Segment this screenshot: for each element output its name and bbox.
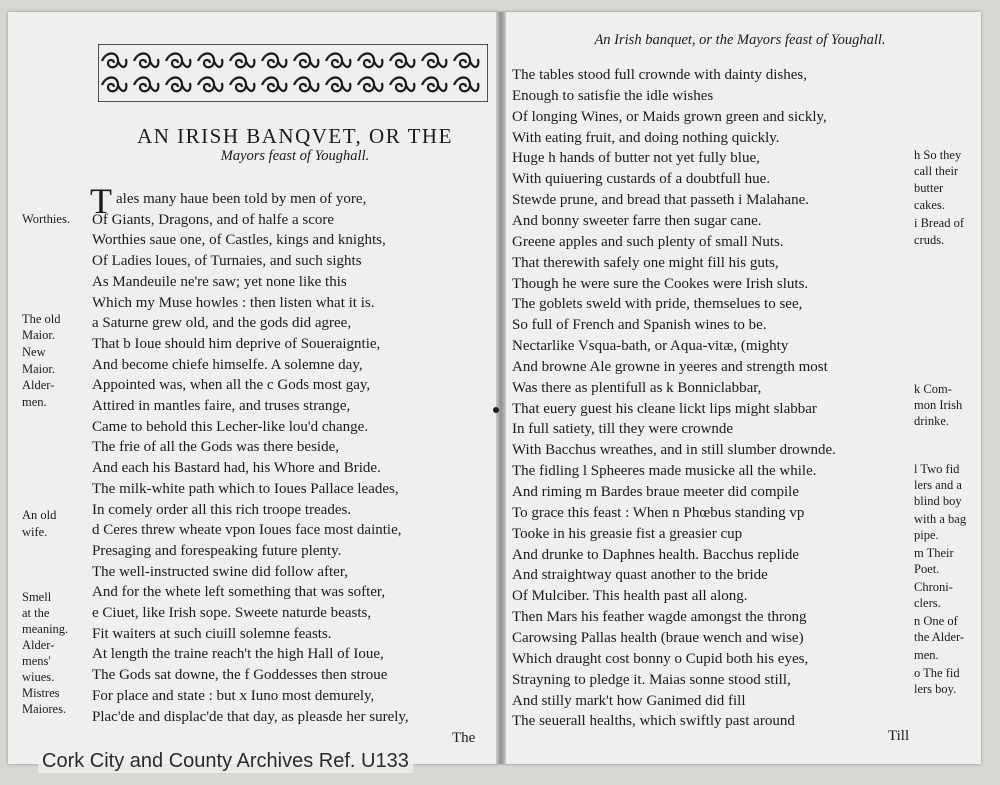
margin-note: Poet.: [914, 562, 940, 576]
margin-note: Maior.: [22, 362, 55, 376]
scroll-ornament: [198, 78, 222, 92]
verse-line: d Ceres threw wheate vpon Ioues face most daintie,: [92, 522, 402, 539]
verse-line: Huge h hands of butter not yet fully blue,: [512, 150, 760, 167]
verse-line: And straightway quast another to the bride: [512, 567, 768, 584]
verse-line: Then Mars his feather wagde amongst the throng: [512, 609, 807, 626]
margin-note: men.: [22, 395, 47, 409]
margin-note: New: [22, 345, 46, 359]
verse-line: Appointed was, when all the c Gods most gay,: [92, 377, 371, 394]
margin-note: with a bag: [914, 512, 967, 526]
right-catchword: Till: [888, 728, 910, 744]
verse-line: Fit waiters at such ciuill solemne feasts.: [92, 625, 332, 642]
scroll-ornament: [390, 78, 414, 92]
verse-line: Tooke in his greasie fist a greasier cup: [512, 525, 743, 542]
verse-line: Greene apples and such plenty of small Nuts.: [512, 233, 784, 250]
scroll-ornament: [358, 78, 382, 92]
margin-note: lers boy.: [914, 682, 957, 696]
scroll-ornament: [102, 78, 126, 92]
verse-line: The goblets sweld with pride, themselues to see,: [512, 296, 803, 313]
margin-note: An old: [22, 508, 57, 522]
verse-line: Carowsing Pallas health (braue wench and wise): [512, 629, 804, 646]
scroll-ornament: [230, 78, 254, 92]
verse-line: ales many haue been told by men of yore,: [116, 191, 367, 207]
drop-cap: T: [90, 181, 112, 221]
margin-note: h So they: [914, 148, 962, 162]
verse-line: And riming m Bardes braue meeter did compile: [512, 484, 799, 500]
margin-note: cruds.: [914, 233, 945, 247]
scroll-ornament: [326, 78, 350, 92]
scroll-ornament: [198, 54, 222, 68]
verse-line: Though he were sure the Cookes were Irish sluts.: [512, 275, 809, 292]
verse-line: And drunke to Daphnes health. Bacchus replide: [512, 546, 799, 563]
verse-line: In comely order all this rich troope treades.: [92, 501, 352, 518]
margin-note: wife.: [22, 525, 48, 539]
scroll-ornament: [262, 78, 286, 92]
verse-line: That b Ioue should him deprive of Soueraigntie,: [92, 335, 381, 352]
left-catchword: The: [452, 730, 476, 746]
verse-line: The well-instructed swine did follow after,: [92, 563, 348, 580]
margin-note: the Alder-: [914, 630, 965, 644]
scroll-ornament: [166, 78, 190, 92]
verse-line: e Ciuet, like Irish sope. Sweete naturde beasts,: [92, 605, 372, 621]
verse-line: At length the traine reach't the high Hall of Ioue,: [92, 646, 384, 663]
verse-line: Which draught cost bonny o Cupid both his eyes,: [512, 650, 809, 667]
verse-line: With Bacchus wreathes, and in still slumber drownde.: [512, 442, 836, 459]
book-gutter: [496, 12, 506, 764]
margin-note: Maiores.: [22, 702, 67, 716]
scroll-ornament: [454, 54, 478, 68]
verse-line: Presaging and forespeaking future plenty.: [92, 542, 342, 559]
verse-line: The milk-white path which to Ioues Pallace leades,: [92, 480, 399, 497]
margin-note: at the: [22, 606, 50, 620]
page-title: AN IRISH BANQVET, OR THE: [137, 124, 453, 148]
scroll-ornament: [326, 54, 350, 68]
verse-line: Strayning to pledge it. Maias sonne stood still,: [512, 671, 791, 688]
scroll-ornament: [262, 54, 286, 68]
margin-note: lers and a: [914, 478, 962, 492]
verse-line: Stewde prune, and bread that passeth i Malahane.: [512, 192, 809, 209]
margin-note: pipe.: [914, 528, 939, 542]
verse-line: And browne Ale growne in yeeres and strength most: [512, 358, 828, 375]
ornamental-headpiece: [98, 44, 488, 102]
margin-note: clers.: [914, 596, 941, 610]
verse-line: Came to behold this Lecher-like lou'd change.: [92, 418, 369, 435]
verse-line: And bonny sweeter farre then sugar cane.: [512, 212, 762, 229]
margin-note: mon Irish: [914, 398, 963, 412]
scroll-ornament: [294, 54, 318, 68]
verse-line: So full of French and Spanish wines to be.: [512, 317, 767, 334]
verse-line: Of Mulciber. This health past all along.: [512, 588, 748, 605]
margin-note: Alder-: [22, 638, 55, 652]
verse-line: Worthies saue one, of Castles, kings and knights,: [92, 232, 386, 249]
verse-line: And for the whete left something that was softer,: [92, 584, 386, 601]
margin-note: Smell: [22, 590, 52, 604]
verse-line: Attired in mantles faire, and truses strange,: [92, 398, 351, 414]
verse-line: The fidling l Spheeres made musicke all the while.: [512, 463, 817, 480]
scroll-ornament: [422, 78, 446, 92]
scroll-ornament: [358, 54, 382, 68]
scroll-ornament: [454, 78, 478, 92]
margin-note: call their: [914, 164, 959, 178]
margin-note: l Two fid: [914, 462, 960, 476]
margin-note: drinke.: [914, 414, 950, 428]
verse-line: Was there as plentifull as k Bonniclabbar,: [512, 379, 762, 396]
verse-line: Enough to satisfie the idle wishes: [512, 87, 714, 104]
verse-line: The frie of all the Gods was there beside,: [92, 439, 339, 456]
margin-note: n One of: [914, 614, 958, 628]
page-subtitle: Mayors feast of Youghall.: [220, 148, 370, 164]
verse-line: The Gods sat downe, the f Goddesses then stroue: [92, 667, 388, 684]
scroll-ornament: [166, 54, 190, 68]
verse-line: Of longing Wines, or Maids grown green and sickly,: [512, 108, 827, 125]
scroll-ornament: [294, 78, 318, 92]
margin-note: Alder-: [22, 378, 55, 392]
scroll-ornament: [390, 54, 414, 68]
verse-line: a Saturne grew old, and the gods did agree,: [92, 315, 352, 332]
margin-note: wiues.: [22, 670, 55, 684]
scroll-ornament: [134, 78, 158, 92]
verse-line: Plac'de and displac'de that day, as pleasde her surely,: [92, 708, 409, 725]
verse-line: As Mandeuile ne're saw; yet none like this: [92, 273, 347, 290]
verse-line: And become chiefe himselfe. A solemne day,: [92, 356, 363, 373]
verse-line: Of Ladies loues, of Turnaies, and such sights: [92, 253, 362, 270]
margin-note: mens': [22, 654, 51, 668]
margin-note: Mistres: [22, 686, 60, 700]
margin-note: meaning.: [22, 622, 69, 636]
verse-line: The tables stood full crownde with dainty dishes,: [512, 67, 807, 83]
running-head: An Irish banquet, or the Mayors feast of Youghall.: [594, 32, 886, 48]
verse-line: The seuerall healths, which swiftly past around: [512, 713, 795, 730]
scroll-ornament: [422, 54, 446, 68]
margin-note: Worthies.: [22, 212, 70, 226]
margin-note: cakes.: [914, 198, 945, 212]
scroll-ornament: [230, 54, 254, 68]
verse-line: Which my Muse howles : then listen what it is.: [92, 294, 375, 311]
margin-note: blind boy: [914, 494, 962, 508]
gutter-mark: [493, 407, 499, 413]
verse-line: Nectarlike Vsqua-bath, or Aqua-vitæ, (mighty: [512, 338, 789, 355]
verse-line: And stilly mark't how Ganimed did fill: [512, 692, 746, 709]
verse-line: That therewith safely one might fill his guts,: [512, 254, 779, 271]
verse-line: For place and state : but x Iuno most demurely,: [92, 687, 375, 704]
scroll-ornament: [102, 54, 126, 68]
verse-line: And each his Bastard had, his Whore and Bride.: [92, 460, 381, 477]
verse-line: Of Giants, Dragons, and of halfe a score: [92, 211, 334, 228]
margin-note: Chroni-: [914, 580, 953, 594]
margin-note: Maior.: [22, 328, 55, 342]
verse-line: That euery guest his cleane lickt lips might slabbar: [512, 400, 817, 417]
archive-caption: Cork City and County Archives Ref. U133: [38, 750, 413, 773]
margin-note: o The fid: [914, 666, 960, 680]
margin-note: The old: [22, 312, 61, 326]
margin-note: i Bread of: [914, 216, 964, 230]
verse-line: In full satiety, till they were crownde: [512, 421, 734, 438]
margin-note: butter: [914, 181, 944, 195]
margin-note: k Com-: [914, 382, 952, 396]
scroll-ornament: [134, 54, 158, 68]
verse-line: With eating fruit, and doing nothing quickly.: [512, 129, 780, 146]
verse-line: To grace this feast : When n Phœbus standing vp: [512, 504, 805, 521]
verse-line: With quiuering custards of a doubtfull hue.: [512, 171, 771, 188]
margin-note: men.: [914, 648, 939, 662]
margin-note: m Their: [914, 546, 954, 560]
